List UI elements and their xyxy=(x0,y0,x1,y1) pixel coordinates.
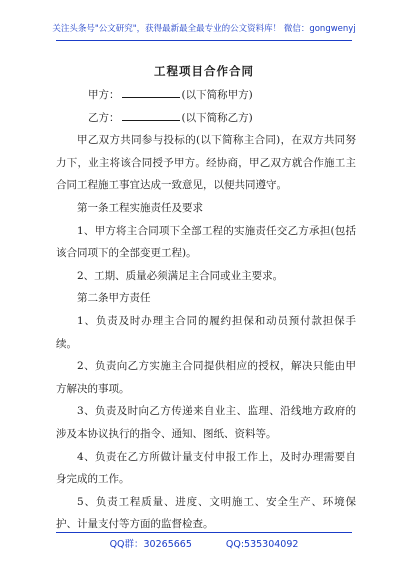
footer-divider xyxy=(56,532,352,533)
intro-paragraph: 甲乙双方共同参与投标的(以下简称主合同)，在双方共同努力下，业主将该合同授予甲方。经协商，甲乙双方就合作施工主合同工程施工事宜达成一致意见，以便共同遵守。 xyxy=(56,134,356,192)
section-2-item-1: 1、负责及时办理主合同的履约担保和动员预付款担保手续。 xyxy=(56,314,356,350)
party-a-suffix: (以下简称甲方) xyxy=(181,89,253,101)
party-a-line xyxy=(56,84,356,107)
section-2-item-3: 3、负责及时向乙方传递来自业主、监理、沿线地方政府的涉及本协议执行的指令、通知、图纸、资料等。 xyxy=(56,405,356,440)
section-1-item-2: 2、工期、质量必须满足主合同或业主要求。 xyxy=(77,269,284,282)
footer-qq-group: QQ群：30265665 xyxy=(109,539,192,550)
contract-body xyxy=(56,84,356,536)
section-1-heading: 第一条工程实施责任及要求 xyxy=(77,201,203,214)
party-b-line xyxy=(56,107,356,130)
section-2-item-5: 5、负责工程质量、进度、文明施工、安全生产、环境保护、计量支付等方面的监督检查。 xyxy=(56,495,356,531)
contract-title: 工程项目合作合同 xyxy=(154,64,254,78)
party-b-blank xyxy=(122,110,180,121)
section-2-heading: 第二条甲方责任 xyxy=(77,292,151,305)
section-2-item-4: 4、负责在乙方所做计量支付申报工作上，及时办理需要自身完成的工作。 xyxy=(56,450,356,486)
header-promo-note: 关注头条号"公文研究"，获得最新最全最专业的公文资料库！ 微信：gongwenyj xyxy=(52,24,356,34)
header-divider xyxy=(56,40,352,41)
party-a-label: 甲方： xyxy=(88,89,120,101)
section-1-item-1: 1、甲方将主合同项下全部工程的实施责任交乙方承担(包括该合同项下的全部变更工程)。 xyxy=(56,224,356,260)
party-a-blank xyxy=(122,87,180,98)
section-2-item-2: 2、负责向乙方实施主合同提供相应的授权，解决只能由甲方解决的事项。 xyxy=(56,360,356,395)
party-b-suffix: (以下简称乙方) xyxy=(181,111,253,124)
footer-contact xyxy=(0,536,408,550)
party-b-label: 乙方： xyxy=(88,111,120,124)
footer-qq-number: QQ:535304092 xyxy=(225,539,299,550)
